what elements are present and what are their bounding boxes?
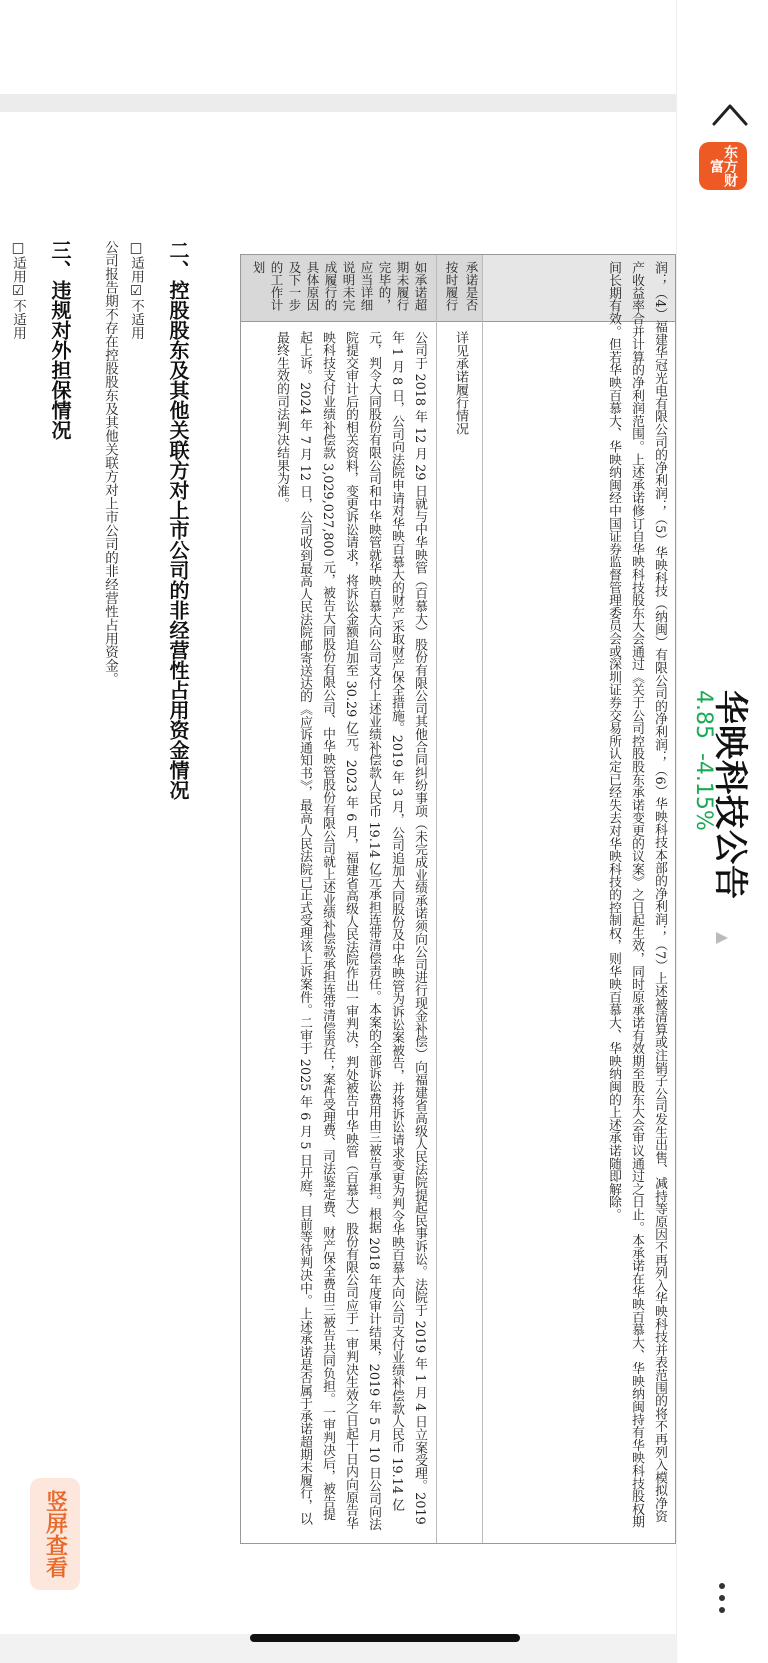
stock-price: 4.85 <box>691 690 716 739</box>
row-label-unfulfilled: 如承诺超期未履行完毕的，应当详细说明未完成履行的具体原因及下一步的工作计划 <box>251 261 428 311</box>
section2-note: 公司报告期不存在控股股东及其他关联方对上市公司的非经营性占用资金。 <box>102 240 118 686</box>
app-logo <box>699 142 747 190</box>
section2-heading: 二、控股股东及其他关联方对上市公司的非经营性占用资金情况 <box>166 240 190 800</box>
back-icon[interactable] <box>710 96 750 136</box>
row-label-fulfilled: 承诺是否按时履行 <box>444 261 479 311</box>
commitment-table <box>240 254 676 1544</box>
table-column-fulfilled <box>437 255 483 1543</box>
caret-down-icon[interactable] <box>712 928 732 948</box>
more-icon[interactable] <box>710 1578 734 1618</box>
stock-change: -4.15% <box>691 752 716 831</box>
section2-option: □适用☑不适用 <box>128 240 144 340</box>
home-indicator[interactable] <box>250 1634 520 1642</box>
logo-text: 东方财富 <box>708 145 738 187</box>
section3-option: □适用☑不适用 <box>10 240 26 340</box>
unfulfilled-value: 公司于 2018 年 12 月 29 日就与中华映管（百慕大）股份有限公司其他合同纠纷事项（未完成业绩承诺须向公司进行现金补偿）向福建省高级人民法院提起民事诉讼。法院于 2019 年 1 月 4 日立案受理。2019 年 1 月 8 日，公司向法院申请对华映百慕大的财产采取财产保全措施。2019 年 3 月，公司追加大同股份及中华映管为诉讼案被告，并将诉讼请求变更为判令华映百慕大向公司支付业绩补偿款人民币 19.14 亿元，判令大同股份有限公司和中华映管就华映百慕大向公司支付上述业绩补偿款人民币 19.14 亿元承担连带清偿责任。本案的全部诉讼费用由三被告承担。根据 2018 年度审计结果，2019 年 5 月 10 日公司向法院提交审计后的相关资料，变更诉讼请求，将诉讼金额追加至 30.29 亿元。2023 年 6 月，福建省高级人民法院作出一审判决，判处被告中华映管（百慕大）股份有限公司应于一审判决生效之日起十日内向原告华映科技支付业绩补偿款 3,029,027,800 元，被告大同股份有限公司、中华映管股份有限公司就上述业绩补偿款承担连带清偿责任；案件受理费、司法鉴定费、财产保全费由三被告共同负担。一审判决后，被告提起上诉。2024 年 7 月 12 日，公司收到最高人民法院邮寄送达的《应诉通知书》，最高人民法院已正式受理该上诉案件。二审于 2025 年 6 月 5 日开庭，目前等待判决中。上述承诺是否属于承诺超期未履行，以最终生效的司法判决结果为准。 <box>274 331 427 1531</box>
page-title: 华映科技公告 <box>710 690 750 900</box>
fulfilled-value: 详见承诺履行情况 <box>453 331 468 435</box>
table-column-top <box>483 255 675 1543</box>
section3-heading: 三、违规对外担保情况 <box>48 240 72 440</box>
table-column-unfulfilled <box>241 255 437 1543</box>
portrait-view-label: 竖屏查看 <box>42 1490 68 1578</box>
stock-quote <box>691 690 716 831</box>
portrait-view-button[interactable] <box>30 1478 80 1590</box>
top-commitment-text: 润；（4）福建华冠光电有限公司的净利润；（5）华映科技（纳闽）有限公司的净利润；（6）华映科技本部的净利润；（7）上述被清算或注销子公司发生出售、减持等原因不再列入华映科技并表范围的将不再列入模拟净资产收益率合并计算的净利润范围。上述承诺修订自华映科技股东大会通过《关于公司控股股东承诺变更的议案》之日起生效，同时原承诺有效期至股东大会审议通过之日止。本承诺在华映百慕大、华映纳闽持有华映科技股权期间长期有效。但若华映百慕大、华映纳闽经中国证券监督管理委员会或深圳证券交易所认定已经失去对华映科技的控制权，则华映百慕大、华映纳闽的上述承诺随即解除。 <box>606 261 667 1529</box>
